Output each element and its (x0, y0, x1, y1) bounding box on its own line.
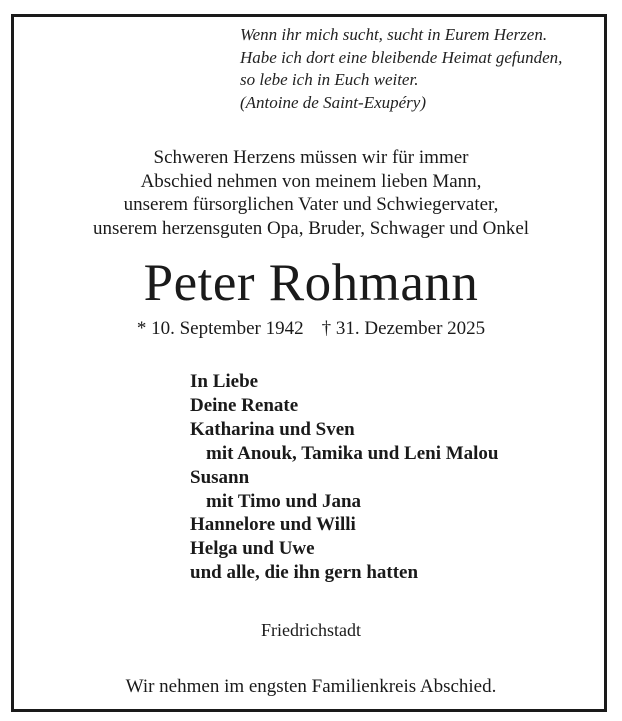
place: Friedrichstadt (261, 620, 361, 640)
mourner-line: und alle, die ihn gern hatten (190, 562, 419, 584)
quote-line: Wenn ihr mich sucht, sucht in Eurem Herzen. (240, 25, 548, 44)
death-date: † 31. Dezember 2025 (321, 318, 486, 339)
intro-line: Abschied nehmen von meinem lieben Mann, (140, 170, 482, 192)
mourner-line: Katharina und Sven (190, 418, 355, 440)
intro-line: Schweren Herzens müssen wir für immer (153, 147, 469, 168)
quote-attribution: (Antoine de Saint-Exupéry) (240, 92, 426, 112)
quote-line: so lebe ich in Euch weiter. (240, 70, 419, 89)
mourner-line: Susann (190, 466, 250, 488)
mourner-line: mit Timo und Jana (206, 490, 362, 512)
closing-note: Wir nehmen im engsten Familienkreis Abschied. (125, 676, 497, 697)
deceased-name: Peter Rohmann (143, 254, 479, 312)
quote-block (240, 24, 562, 114)
mourner-line: Hannelore und Willi (190, 514, 356, 536)
intro-text (0, 146, 622, 240)
intro-line: unserem fürsorglichen Vater und Schwiegervater, (123, 194, 499, 215)
mourners-list (190, 370, 499, 585)
mourner-line: Deine Renate (190, 394, 299, 416)
mourner-line: Helga und Uwe (190, 538, 315, 560)
notice-border (11, 14, 607, 712)
mourner-line: mit Anouk, Tamika und Leni Malou (206, 442, 499, 464)
intro-line: unserem herzensguten Opa, Bruder, Schwager und Onkel (92, 217, 530, 239)
quote-line: Habe ich dort eine bleibende Heimat gefunden, (240, 47, 563, 67)
life-dates (0, 317, 622, 341)
mourner-line: In Liebe (190, 371, 259, 392)
birth-date: * 10. September 1942 (136, 318, 304, 339)
